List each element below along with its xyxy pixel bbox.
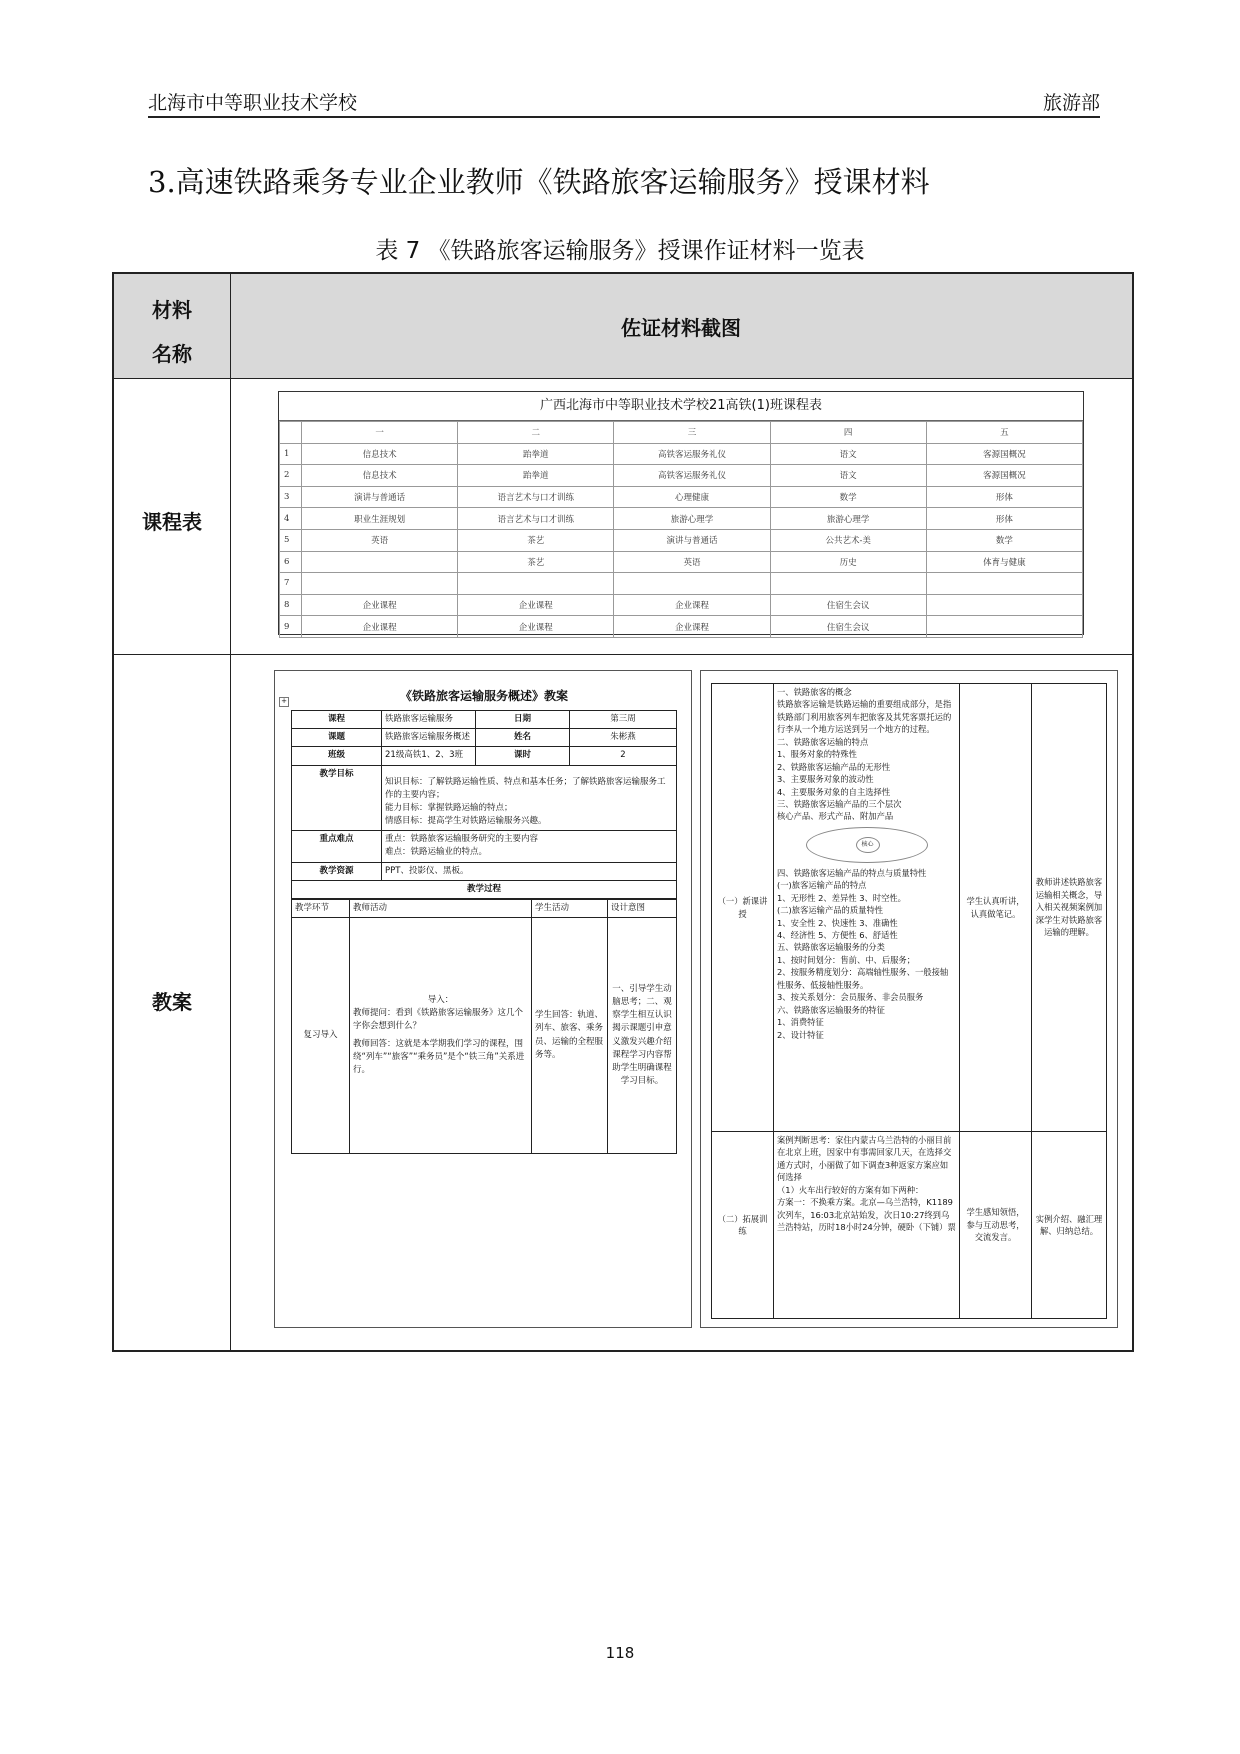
row-label-lesson-plan: 教案 [152, 990, 192, 1014]
lesson-plan-info-table: 课程 铁路旅客运输服务 日期 第三周 课题 铁路旅客运输服务概述 姓名 朱彬燕 班级 21级高铁1、2、3班 课时 2 教学目标 知识目标：了解铁路运输性质、特点和基本任务；了解铁路旅客运输服务工作的主要内容； 能力目标：掌握铁路运输的特点； 情感目标：提高学生对铁路运输服务兴趣。 重点难点 重点：铁路旅客运输服务研究的主要内容 难点：铁路运输业的特点。 教学资源 PPT、投影仪、黑板。 教学过程 [291, 710, 677, 899]
schedule-row: 8 企业课程 企业课程 企业课程 住宿生会议 [280, 594, 1083, 616]
schedule-row: 3 演讲与普通话 语言艺术与口才训练 心理健康 数学 形体 [280, 486, 1083, 508]
evidence-table [112, 272, 1134, 1352]
header-dept: 旅游部 [1042, 92, 1100, 114]
section-title: 3.高速铁路乘务专业企业教师《铁路旅客运输服务》授课材料 [148, 165, 930, 199]
table-move-icon: + [279, 697, 289, 707]
schedule-row: 1 信息技术 跆拳道 高铁客运服务礼仪 语文 客源国概况 [280, 443, 1083, 465]
header-school: 北海市中等职业技术学校 [148, 92, 358, 114]
schedule-table [279, 421, 1083, 638]
page-number: 118 [605, 1644, 635, 1662]
lesson-process-table: 教学环节 教师活动 学生活动 设计意图 复习导入 导入： 教师提问：看到《铁路旅客运输服务》这几个字你会想到什么？ 教师回答：这就是本学期我们学习的课程，围绕“列车”“旅客”“乘务员”是个“铁三角”关系进行。 学生回答：轨道、列车、旅客、乘务员、运输的全程服务等。 一、引导学生动脑思考；二、观察学生相互认识揭示课题引申意义激发兴趣介绍课程学习内容帮助学生明确课程学习目标。 [291, 899, 677, 1154]
lesson-plan-title: 《铁路旅客运输服务概述》教案 [399, 689, 568, 703]
schedule-row: 7 [280, 573, 1083, 595]
schedule-row: 2 信息技术 跆拳道 高铁客运服务礼仪 语文 客源国概况 [280, 465, 1083, 487]
schedule-row: 9 企业课程 企业课程 企业课程 住宿生会议 [280, 616, 1083, 638]
schedule-title: 广西北海市中等职业技术学校21高铁(1)班课程表 [279, 392, 1083, 421]
schedule-screenshot [278, 391, 1084, 635]
header-rule [148, 116, 1100, 118]
col-header-screenshots: 佐证材料截图 [621, 316, 741, 340]
row-label-schedule: 课程表 [142, 510, 202, 534]
lesson-plan-page-1 [274, 670, 692, 1328]
schedule-header-row: 一 二 三 四 五 [280, 422, 1083, 444]
table-title: 表 7 《铁路旅客运输服务》授课作证材料一览表 [375, 238, 865, 264]
lesson-content-table: （一）新课讲授 一、铁路旅客的概念 铁路旅客运输是铁路运输的重要组成部分，是指铁路部门利用旅客列车把旅客及其凭客票托运的行李从一个地方运送到另一个地方的过程。 二、铁路旅客运输的特点 1、服务对象的特殊性 2、铁路旅客运输产品的无形性 3、主要服务对象的波动性 4、主要服务对象的自主选择性 三、铁路旅客运输产品的三个层次 核心产品、形式产品、附加产品 核心 四、铁路旅客运输产品的特点与质量特性 (一)旅客运输产品的特点 1、无形性 2、差异性 3、时空性。 (二)旅客运输产品的质量特性 1、安全性 2、快速性 3、准确性 4、经济性 5、方便性 6、舒适性 五、铁路旅客运输服务的分类 1、按时间划分：售前、中、后服务； 2、按服务精度划分：高端轴性服务、一般接轴性服务、低接轴性服务。 3、按关系划分：会员服务、非会员服务 六、铁路旅客运输服务的特征 1、消费特征 2、设计特征 学生认真听讲，认真做笔记。 教师讲述铁路旅客运输相关概念，导入相关视频案例加深学生对铁路旅客运输的理解。 （二）拓展训练 案例判断思考：家住内蒙古乌兰浩特的小丽目前在北京上班，因家中有事需回家几天，在选择交通方式时，小丽做了如下调查3种返家方案应如何选择 （1）火车出行较好的方案有如下两种： 方案一：不换乘方案。北京—乌兰浩特，K1189次列车，16:03北京站始发，次日10:27终到乌兰浩特站，历时18小时24分钟，硬卧（下铺）票 学生感知领悟，参与互动思考，交流发言。 实例介绍、融汇理解、归纳总结。 [711, 683, 1107, 1319]
schedule-row: 6 茶艺 英语 历史 体育与健康 [280, 551, 1083, 573]
lesson-plan-page-2 [700, 670, 1118, 1328]
schedule-row: 4 职业生涯规划 语言艺术与口才训练 旅游心理学 旅游心理学 形体 [280, 508, 1083, 530]
col-header-material-name: 材料 名称 [152, 298, 192, 366]
product-levels-diagram: 核心 [806, 827, 928, 863]
schedule-row: 5 英语 茶艺 演讲与普通话 公共艺术-美 数学 [280, 529, 1083, 551]
